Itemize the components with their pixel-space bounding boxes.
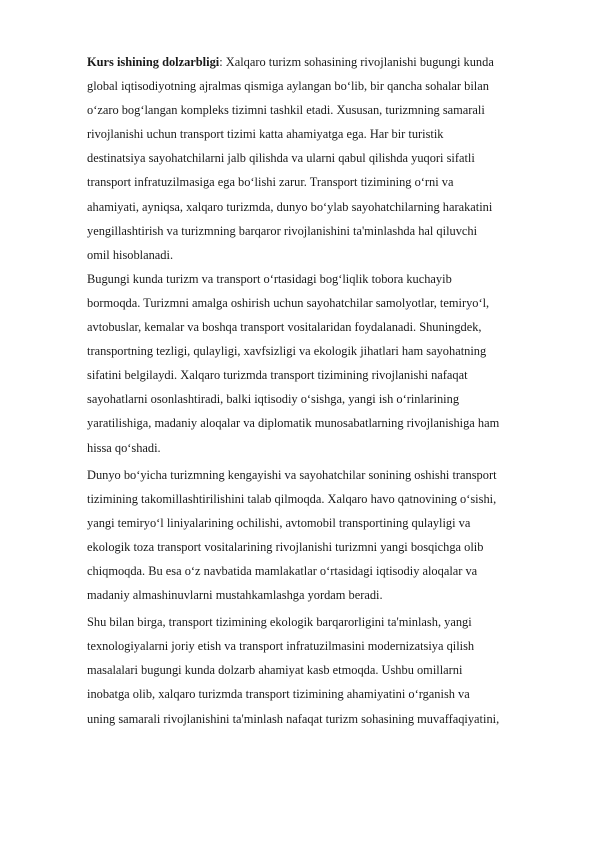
text-run: ekologik toza transport vositalarining rivojlanishi turizmni yangi bosqichga olib	[87, 539, 484, 554]
text-line	[87, 634, 557, 658]
text-run: yangi temiryo‘l liniyalarining ochilishi, avtomobil transportining qulayligi va	[87, 515, 471, 530]
text-run: inobatga olib, xalqaro turizmda transport tizimining ahamiyatini o‘rganish va	[87, 687, 470, 702]
body-text	[87, 50, 557, 731]
text-line	[87, 707, 557, 731]
text-line	[87, 98, 557, 122]
text-run: texnologiyalarni joriy etish va transport infratuzilmasini modernizatsiya qilish	[87, 639, 475, 654]
paragraph	[87, 267, 557, 460]
text-line	[87, 291, 557, 315]
text-line	[87, 535, 557, 559]
text-line	[87, 487, 557, 511]
text-run: rivojlanishi uchun transport tizimi katta ahamiyatga ega. Har bir turistik	[87, 127, 444, 142]
text-line	[87, 146, 557, 170]
text-run: madaniy almashinuvlarni mustahkamlashga yordam beradi.	[87, 588, 383, 603]
paragraph	[87, 50, 557, 267]
text-run: global iqtisodiyotning ajralmas qismiga aylangan bo‘lib, bir qancha sohalar bilan	[87, 79, 489, 94]
text-run: Dunyo bo‘yicha turizmning kengayishi va sayohatchilar sonining oshishi transport	[87, 467, 497, 482]
text-run: sifatini belgilaydi. Xalqaro turizmda transport tizimining rivojlanishi nafaqat	[87, 368, 468, 383]
text-run: : Xalqaro turizm sohasining rivojlanishi bugungi kunda	[219, 55, 494, 69]
text-line	[87, 339, 557, 363]
paragraph	[87, 463, 557, 608]
text-run: destinatsiya sayohatchilarni jalb qilishda va ularni qabul qilishda yuqori sifatli	[87, 151, 475, 166]
text-line	[87, 658, 557, 682]
text-run: transportning tezligi, qulayligi, xavfsizligi va ekologik jihatlari ham sayohatning	[87, 344, 487, 359]
text-line	[87, 559, 557, 583]
text-line	[87, 50, 557, 74]
text-run: bormoqda. Turizmni amalga oshirish uchun sayohatchilar samolyotlar, temiryo‘l,	[87, 295, 490, 310]
text-line	[87, 610, 557, 634]
text-line	[87, 436, 557, 460]
text-run: Bugungi kunda turizm va transport o‘rtasidagi bog‘liqlik tobora kuchayib	[87, 271, 452, 286]
text-line	[87, 243, 557, 267]
text-run: Shu bilan birga, transport tizimining ekologik barqarorligini ta'minlash, yangi	[87, 615, 472, 630]
text-line	[87, 682, 557, 706]
paragraph	[87, 610, 557, 730]
text-line	[87, 583, 557, 607]
text-run: o‘zaro bog‘langan kompleks tizimni tashkil etadi. Xususan, turizmning samarali	[87, 103, 485, 118]
text-line	[87, 511, 557, 535]
text-run: transport infratuzilmasiga ega bo‘lishi zarur. Transport tizimining o‘rni va	[87, 175, 454, 190]
text-run: ahamiyati, ayniqsa, xalqaro turizmda, dunyo bo‘ylab sayohatchilarning harakatini	[87, 199, 493, 214]
text-run: sayohatlarni osonlashtiradi, balki iqtisodiy o‘sishga, yangi ish o‘rinlarining	[87, 392, 460, 407]
text-line	[87, 387, 557, 411]
text-line	[87, 411, 557, 435]
text-line	[87, 267, 557, 291]
text-line	[87, 363, 557, 387]
text-line	[87, 122, 557, 146]
text-run: masalalari bugungi kunda dolzarb ahamiyat kasb etmoqda. Ushbu omillarni	[87, 663, 463, 678]
text-line	[87, 315, 557, 339]
heading-run: Kurs ishining dolzarbligi	[87, 55, 220, 69]
text-run: avtobuslar, kemalar va boshqa transport vositalaridan foydalanadi. Shuningdek,	[87, 320, 482, 335]
text-run: omil hisoblanadi.	[87, 247, 174, 262]
text-line	[87, 170, 557, 194]
text-line	[87, 195, 557, 219]
text-run: yaratilishiga, madaniy aloqalar va diplomatik munosabatlarning rivojlanishiga ham	[87, 416, 500, 431]
text-line	[87, 219, 557, 243]
text-run: yengillashtirish va turizmning barqaror rivojlanishini ta'minlashda hal qiluvchi	[87, 223, 478, 238]
text-run: chiqmoqda. Bu esa o‘z navbatida mamlakatlar o‘rtasidagi iqtisodiy aloqalar va	[87, 563, 478, 578]
text-run: uning samarali rivojlanishini ta'minlash nafaqat turizm sohasining muvaffaqiyatini,	[87, 711, 500, 726]
text-line	[87, 74, 557, 98]
text-run: tizimining takomillashtirilishini talab qilmoqda. Xalqaro havo qatnovining o‘sishi,	[87, 491, 497, 506]
text-run: hissa qo‘shadi.	[87, 440, 161, 455]
text-line	[87, 463, 557, 487]
